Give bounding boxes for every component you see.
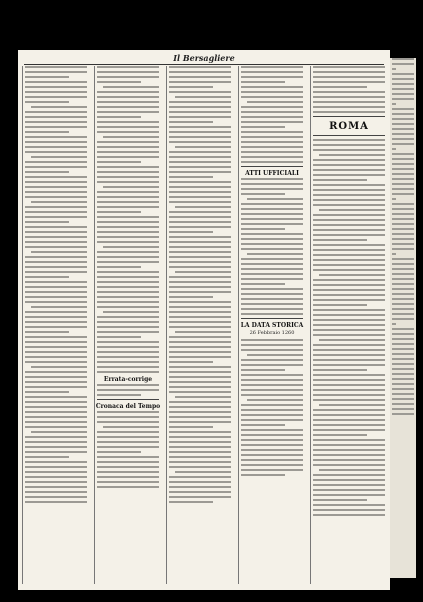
roma-heading: ROMA — [329, 121, 369, 132]
section-divider — [241, 166, 303, 167]
column-3 — [166, 66, 233, 584]
section-divider — [313, 135, 385, 136]
newspaper-page — [18, 50, 390, 590]
section-divider — [313, 116, 385, 117]
cronaca-heading: Cronaca del Tempo — [95, 403, 161, 410]
column-4 — [238, 66, 305, 584]
column-1 — [22, 66, 89, 584]
adjacent-page-edge — [390, 58, 416, 578]
header-rule — [24, 64, 384, 65]
atti-ufficiali-heading: ATTI UFFICIALI — [245, 170, 299, 177]
errata-corrige-heading: Errata-corrige — [103, 376, 153, 383]
section-divider — [97, 399, 159, 400]
column-5 — [310, 66, 387, 584]
data-storica-heading: LA DATA STORICA — [240, 322, 304, 329]
section-divider — [241, 318, 303, 319]
data-storica-date: 26 Febbraio 1260 — [249, 330, 295, 336]
page-title: Il Bersagliere — [173, 53, 235, 63]
column-2 — [94, 66, 161, 584]
